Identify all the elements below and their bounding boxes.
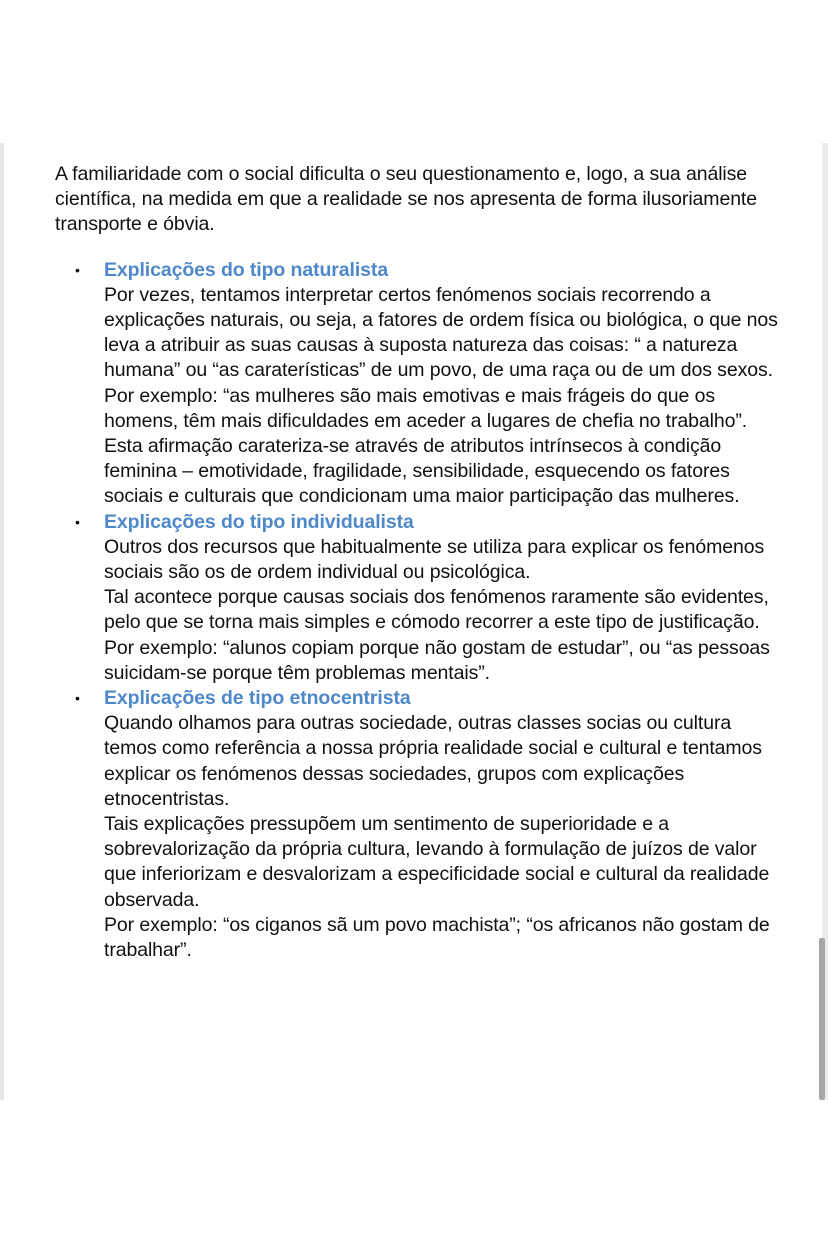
bullet-icon: • bbox=[75, 261, 80, 278]
document-content bbox=[55, 162, 785, 963]
section-paragraph: Por vezes, tentamos interpretar certos fenómenos sociais recorrendo a explicações naturais, ou seja, a fatores de ordem física ou biológica, o que nos leva a atribuir as suas causas à suposta natureza das coisas: “ a natureza humana” ou “as caraterísticas” de um povo, de uma raça ou de um dos sexos. bbox=[104, 283, 778, 382]
section-paragraph: Quando olhamos para outras sociedade, outras classes socias ou cultura temos como referência a nossa própria realidade social e cultural e tentamos explicar os fenómenos dessas sociedades, grupos com explicações etnocentristas. bbox=[104, 712, 762, 810]
section-title-etnocentrista: Explicações de tipo etnocentrista bbox=[104, 687, 411, 710]
list-item-naturalista bbox=[55, 258, 785, 510]
scrollbar-thumb[interactable] bbox=[819, 938, 825, 1100]
document-page bbox=[0, 143, 828, 1100]
section-example: Por exemplo: “alunos copiam porque não gostam de estudar”, ou “as pessoas suicidam-se porque têm problemas mentais”. bbox=[104, 636, 770, 684]
section-paragraph: Tal acontece porque causas sociais dos fenómenos raramente são evidentes, pelo que se torna mais simples e cómodo recorrer a este tipo de justificação. bbox=[104, 586, 769, 634]
section-paragraph: Tais explicações pressupõem um sentimento de superioridade e a sobrevalorização da própria cultura, levando à formulação de juízos de valor que inferiorizam e desvalorizam a especificidade social e cultural da realidade observada. bbox=[104, 813, 770, 911]
bullet-icon: • bbox=[75, 690, 80, 707]
list-item-etnocentrista bbox=[55, 686, 785, 963]
page-left-edge bbox=[0, 143, 4, 1100]
section-paragraph: Outros dos recursos que habitualmente se utiliza para explicar os fenómenos sociais são os de ordem individual ou psicológica. bbox=[104, 535, 765, 584]
section-example: Por exemplo: “as mulheres são mais emotivas e mais frágeis do que os homens, têm mais dificuldades em aceder a lugares de chefia no trabalho”. Esta afirmação carateriza-se através de atributos intrínsecos à condição feminina – emotividade, fragilidade, sensibilidade, esquecendo os fatores sociais e culturais que condicionam uma maior participação das mulheres. bbox=[104, 384, 748, 508]
bullet-icon: • bbox=[75, 513, 80, 530]
intro-paragraph: A familiaridade com o social dificulta o seu questionamento e, logo, a sua análise científica, na medida em que a realidade se nos apresenta de forma ilusoriamente transporte e óbvia. bbox=[55, 163, 757, 236]
section-example: Por exemplo: “os ciganos sã um povo machista”; “os africanos não gostam de trabalhar”. bbox=[104, 913, 770, 962]
section-title-naturalista: Explicações do tipo naturalista bbox=[104, 258, 389, 281]
explanations-list bbox=[55, 258, 785, 964]
section-title-individualista: Explicações do tipo individualista bbox=[104, 510, 414, 533]
list-item-individualista bbox=[55, 510, 785, 686]
